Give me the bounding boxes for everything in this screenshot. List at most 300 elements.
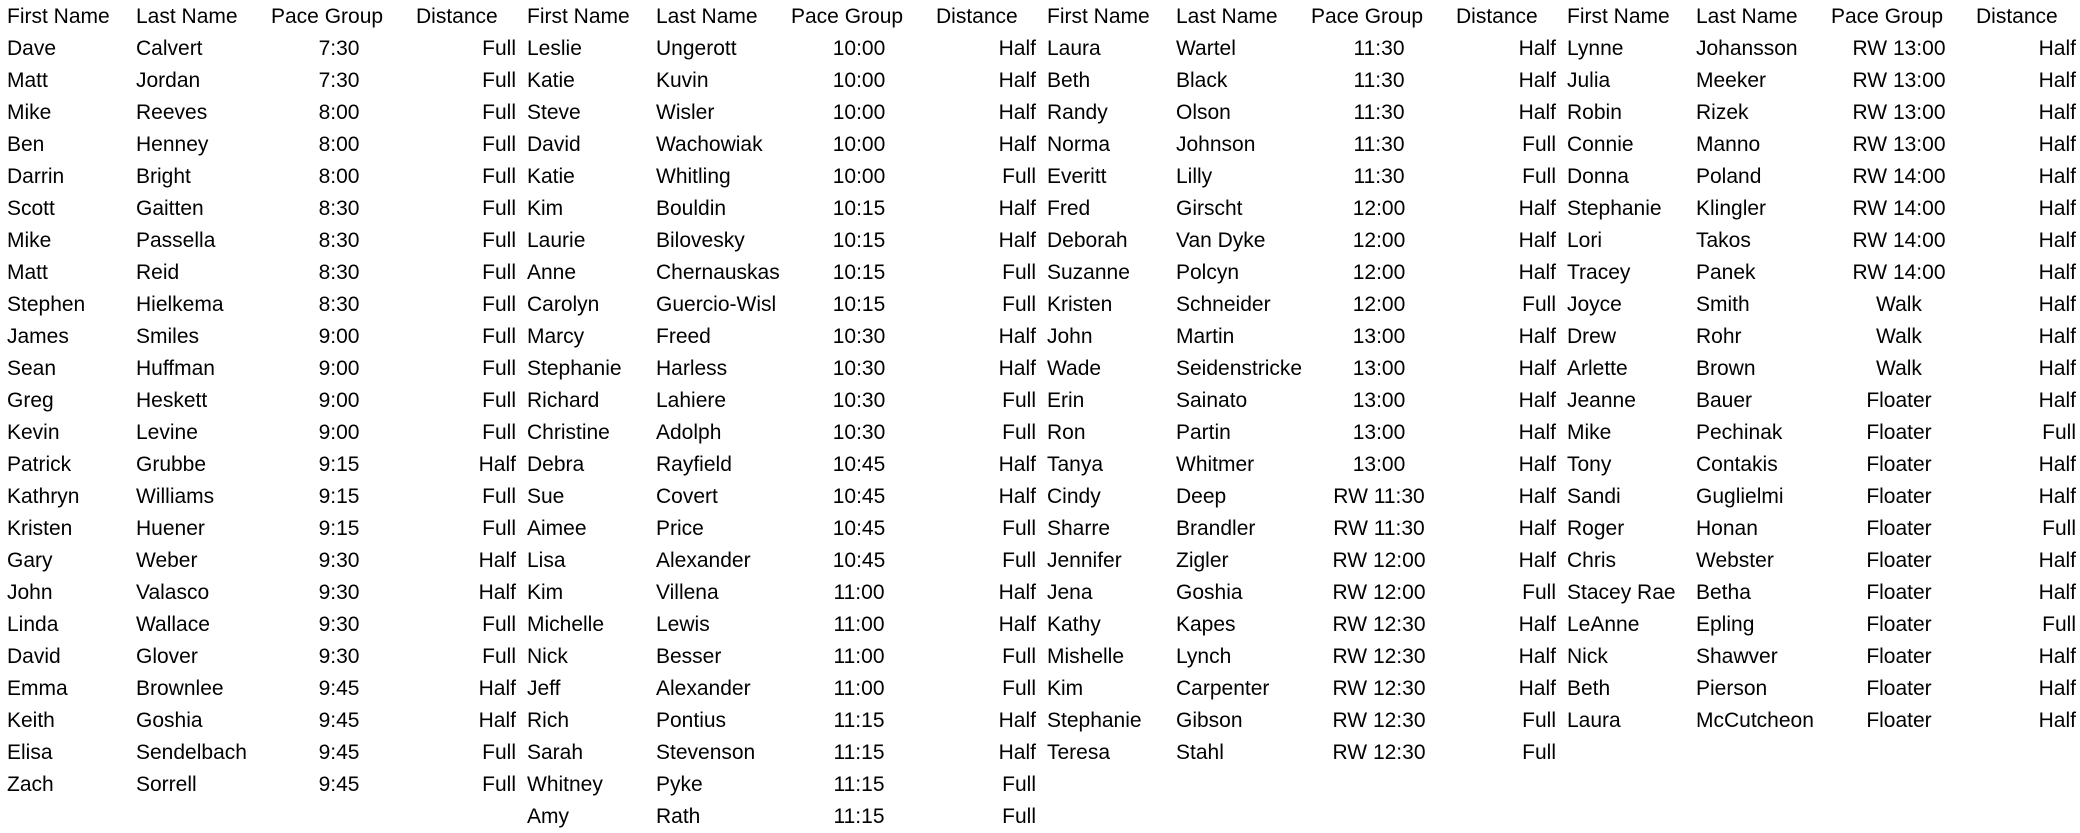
cell-first-name[interactable]: Jeff [527, 677, 561, 700]
cell-distance[interactable]: Half [2038, 709, 2076, 732]
cell-last-name[interactable]: Panek [1696, 261, 1756, 284]
cell-first-name[interactable]: Laurie [527, 229, 586, 252]
cell-pace-group[interactable]: 8:30 [318, 197, 360, 220]
cell-pace-group[interactable]: 12:00 [1352, 229, 1406, 252]
cell-last-name[interactable]: Takos [1696, 229, 1751, 252]
cell-last-name[interactable]: Black [1176, 69, 1228, 92]
cell-first-name[interactable]: Jeanne [1567, 389, 1636, 412]
cell-pace-group[interactable]: 10:00 [832, 133, 886, 156]
cell-last-name[interactable]: Carpenter [1176, 677, 1270, 700]
cell-distance[interactable]: Full [482, 101, 516, 124]
cell-distance[interactable]: Half [2038, 133, 2076, 156]
cell-first-name[interactable]: Stephen [7, 293, 86, 316]
cell-pace-group[interactable]: 10:00 [832, 37, 886, 60]
cell-first-name[interactable]: Drew [1567, 325, 1617, 348]
cell-last-name[interactable]: Guglielmi [1696, 485, 1784, 508]
cell-first-name[interactable]: John [7, 581, 53, 604]
cell-distance[interactable]: Half [998, 229, 1036, 252]
cell-last-name[interactable]: Pierson [1696, 677, 1768, 700]
cell-distance[interactable]: Half [998, 485, 1036, 508]
cell-distance[interactable]: Full [1002, 549, 1036, 572]
header-pace-group[interactable]: Pace Group [1831, 5, 1944, 28]
cell-pace-group[interactable]: 10:30 [832, 421, 886, 444]
cell-distance[interactable]: Full [482, 261, 516, 284]
cell-distance[interactable]: Half [2038, 165, 2076, 188]
cell-last-name[interactable]: Chernauskas [656, 261, 780, 284]
cell-first-name[interactable]: Leslie [527, 37, 582, 60]
cell-distance[interactable]: Full [482, 357, 516, 380]
cell-first-name[interactable]: David [7, 645, 61, 668]
cell-pace-group[interactable]: 10:15 [832, 293, 886, 316]
cell-pace-group[interactable]: 10:30 [832, 357, 886, 380]
cell-distance[interactable]: Full [1002, 421, 1036, 444]
cell-distance[interactable]: Half [1518, 229, 1556, 252]
cell-first-name[interactable]: LeAnne [1567, 613, 1640, 636]
cell-distance[interactable]: Half [1518, 645, 1556, 668]
cell-first-name[interactable]: Ron [1047, 421, 1086, 444]
cell-first-name[interactable]: Julia [1567, 69, 1611, 92]
cell-first-name[interactable]: Greg [7, 389, 54, 412]
cell-distance[interactable]: Full [1522, 133, 1556, 156]
cell-pace-group[interactable]: 11:30 [1353, 101, 1405, 124]
cell-distance[interactable]: Full [1522, 709, 1556, 732]
cell-last-name[interactable]: Martin [1176, 325, 1235, 348]
cell-first-name[interactable]: Beth [1047, 69, 1091, 92]
cell-first-name[interactable]: Sandi [1567, 485, 1621, 508]
cell-distance[interactable]: Full [1002, 261, 1036, 284]
cell-pace-group[interactable]: 13:00 [1352, 421, 1406, 444]
cell-pace-group[interactable]: 9:30 [318, 549, 360, 572]
cell-pace-group[interactable]: 10:45 [832, 453, 886, 476]
cell-distance[interactable]: Full [482, 293, 516, 316]
cell-last-name[interactable]: Seidenstricke [1176, 357, 1303, 380]
cell-pace-group[interactable]: 10:30 [832, 389, 886, 412]
cell-last-name[interactable]: Passella [136, 229, 216, 252]
cell-last-name[interactable]: Wisler [656, 101, 715, 124]
cell-distance[interactable]: Full [482, 421, 516, 444]
cell-first-name[interactable]: Lisa [527, 549, 566, 572]
cell-first-name[interactable]: Teresa [1047, 741, 1111, 764]
cell-pace-group[interactable]: 9:45 [318, 677, 360, 700]
cell-first-name[interactable]: Richard [527, 389, 600, 412]
cell-pace-group[interactable]: 10:45 [832, 549, 886, 572]
cell-pace-group[interactable]: RW 12:30 [1332, 677, 1426, 700]
cell-first-name[interactable]: Stephanie [1047, 709, 1142, 732]
cell-distance[interactable]: Half [478, 453, 516, 476]
cell-distance[interactable]: Full [1522, 165, 1556, 188]
cell-pace-group[interactable]: 10:45 [832, 485, 886, 508]
cell-first-name[interactable]: Gary [7, 549, 53, 572]
cell-last-name[interactable]: Bouldin [656, 197, 727, 220]
cell-first-name[interactable]: Scott [7, 197, 55, 220]
cell-first-name[interactable]: Jena [1047, 581, 1093, 604]
cell-last-name[interactable]: Olson [1176, 101, 1231, 124]
cell-first-name[interactable]: Sean [7, 357, 57, 380]
cell-pace-group[interactable]: 11:30 [1353, 165, 1405, 188]
cell-distance[interactable]: Half [2038, 325, 2076, 348]
cell-first-name[interactable]: Stacey Rae [1567, 581, 1676, 604]
cell-distance[interactable]: Half [998, 197, 1036, 220]
cell-last-name[interactable]: McCutcheon [1696, 709, 1814, 732]
cell-distance[interactable]: Full [482, 37, 516, 60]
cell-last-name[interactable]: Smiles [136, 325, 200, 348]
cell-first-name[interactable]: Patrick [7, 453, 72, 476]
cell-distance[interactable]: Full [482, 389, 516, 412]
cell-distance[interactable]: Half [998, 709, 1036, 732]
cell-first-name[interactable]: Sharre [1047, 517, 1111, 540]
cell-first-name[interactable]: Katie [527, 165, 575, 188]
cell-last-name[interactable]: Weber [136, 549, 198, 572]
cell-pace-group[interactable]: RW 14:00 [1852, 229, 1946, 252]
cell-first-name[interactable]: Debra [527, 453, 585, 476]
cell-last-name[interactable]: Pontius [656, 709, 727, 732]
cell-distance[interactable]: Full [482, 69, 516, 92]
cell-first-name[interactable]: Keith [7, 709, 55, 732]
cell-pace-group[interactable]: 11:00 [833, 581, 885, 604]
cell-last-name[interactable]: Valasco [136, 581, 210, 604]
cell-last-name[interactable]: Kapes [1176, 613, 1236, 636]
cell-last-name[interactable]: Manno [1696, 133, 1761, 156]
cell-first-name[interactable]: Laura [1567, 709, 1621, 732]
cell-distance[interactable]: Half [1518, 549, 1556, 572]
cell-pace-group[interactable]: 9:30 [318, 613, 360, 636]
cell-distance[interactable]: Full [1002, 773, 1036, 796]
cell-last-name[interactable]: Calvert [136, 37, 203, 60]
cell-pace-group[interactable]: 11:15 [833, 805, 885, 828]
cell-first-name[interactable]: Katie [527, 69, 575, 92]
cell-pace-group[interactable]: 8:30 [318, 261, 360, 284]
cell-distance[interactable]: Full [1002, 389, 1036, 412]
cell-first-name[interactable]: Deborah [1047, 229, 1128, 252]
header-distance[interactable]: Distance [936, 5, 1018, 28]
cell-pace-group[interactable]: 8:00 [318, 165, 360, 188]
cell-first-name[interactable]: Randy [1047, 101, 1108, 124]
cell-last-name[interactable]: Gibson [1176, 709, 1243, 732]
cell-distance[interactable]: Half [998, 741, 1036, 764]
header-pace-group[interactable]: Pace Group [791, 5, 904, 28]
cell-pace-group[interactable]: 8:30 [318, 293, 360, 316]
cell-pace-group[interactable]: RW 14:00 [1852, 197, 1946, 220]
cell-last-name[interactable]: Huffman [136, 357, 215, 380]
cell-first-name[interactable]: Kristen [7, 517, 73, 540]
cell-first-name[interactable]: Linda [7, 613, 59, 636]
cell-last-name[interactable]: Rayfield [656, 453, 732, 476]
cell-distance[interactable]: Full [1002, 645, 1036, 668]
cell-last-name[interactable]: Lynch [1176, 645, 1232, 668]
cell-distance[interactable]: Half [478, 677, 516, 700]
cell-last-name[interactable]: Williams [136, 485, 215, 508]
cell-distance[interactable]: Full [482, 325, 516, 348]
cell-last-name[interactable]: Whitmer [1176, 453, 1255, 476]
cell-distance[interactable]: Half [1518, 389, 1556, 412]
cell-first-name[interactable]: Kim [527, 197, 564, 220]
cell-distance[interactable]: Half [998, 453, 1036, 476]
cell-pace-group[interactable]: RW 12:00 [1332, 581, 1426, 604]
cell-first-name[interactable]: Sarah [527, 741, 584, 764]
cell-distance[interactable]: Full [1002, 805, 1036, 828]
cell-first-name[interactable]: Michelle [527, 613, 605, 636]
cell-pace-group[interactable]: 9:00 [318, 421, 360, 444]
cell-first-name[interactable]: Anne [527, 261, 577, 284]
cell-last-name[interactable]: Covert [656, 485, 718, 508]
cell-distance[interactable]: Half [998, 581, 1036, 604]
cell-pace-group[interactable]: 9:00 [318, 357, 360, 380]
cell-first-name[interactable]: Suzanne [1047, 261, 1130, 284]
cell-first-name[interactable]: Mike [1567, 421, 1612, 444]
cell-first-name[interactable]: Mike [7, 229, 52, 252]
cell-last-name[interactable]: Lilly [1176, 165, 1213, 188]
cell-pace-group[interactable]: 9:45 [318, 741, 360, 764]
cell-pace-group[interactable]: 10:00 [832, 69, 886, 92]
cell-last-name[interactable]: Bauer [1696, 389, 1753, 412]
cell-first-name[interactable]: Marcy [527, 325, 585, 348]
header-first-name[interactable]: First Name [527, 5, 630, 28]
cell-last-name[interactable]: Pechinak [1696, 421, 1783, 444]
cell-first-name[interactable]: Cindy [1047, 485, 1101, 508]
cell-first-name[interactable]: Mike [7, 101, 52, 124]
cell-distance[interactable]: Half [1518, 453, 1556, 476]
cell-distance[interactable]: Half [2038, 293, 2076, 316]
cell-distance[interactable]: Full [1522, 581, 1556, 604]
cell-distance[interactable]: Half [2038, 229, 2076, 252]
cell-last-name[interactable]: Johnson [1176, 133, 1256, 156]
cell-last-name[interactable]: Brandler [1176, 517, 1256, 540]
cell-pace-group[interactable]: RW 12:00 [1332, 549, 1426, 572]
cell-pace-group[interactable]: Floater [1866, 613, 1932, 636]
cell-distance[interactable]: Full [482, 517, 516, 540]
cell-distance[interactable]: Full [1522, 293, 1556, 316]
cell-pace-group[interactable]: 8:00 [318, 101, 360, 124]
cell-distance[interactable]: Half [2038, 645, 2076, 668]
cell-pace-group[interactable]: Floater [1866, 517, 1932, 540]
cell-pace-group[interactable]: RW 13:00 [1852, 133, 1946, 156]
cell-first-name[interactable]: Nick [1567, 645, 1608, 668]
cell-pace-group[interactable]: 9:00 [318, 389, 360, 412]
cell-distance[interactable]: Full [482, 773, 516, 796]
cell-last-name[interactable]: Hielkema [136, 293, 224, 316]
cell-pace-group[interactable]: RW 12:30 [1332, 741, 1426, 764]
cell-first-name[interactable]: Beth [1567, 677, 1611, 700]
cell-first-name[interactable]: Carolyn [527, 293, 600, 316]
cell-pace-group[interactable]: 10:45 [832, 517, 886, 540]
cell-distance[interactable]: Half [998, 69, 1036, 92]
cell-last-name[interactable]: Poland [1696, 165, 1762, 188]
cell-distance[interactable]: Half [2038, 453, 2076, 476]
cell-distance[interactable]: Half [1518, 613, 1556, 636]
cell-distance[interactable]: Half [998, 325, 1036, 348]
cell-pace-group[interactable]: 9:45 [318, 709, 360, 732]
cell-pace-group[interactable]: Floater [1866, 485, 1932, 508]
cell-pace-group[interactable]: Floater [1866, 581, 1932, 604]
cell-pace-group[interactable]: Floater [1866, 645, 1932, 668]
cell-pace-group[interactable]: RW 14:00 [1852, 261, 1946, 284]
cell-last-name[interactable]: Rizek [1696, 101, 1749, 124]
cell-pace-group[interactable]: RW 12:30 [1332, 709, 1426, 732]
cell-pace-group[interactable]: 9:45 [318, 773, 360, 796]
cell-pace-group[interactable]: 10:15 [832, 197, 886, 220]
header-first-name[interactable]: First Name [7, 5, 110, 28]
cell-last-name[interactable]: Brown [1696, 357, 1756, 380]
cell-distance[interactable]: Half [1518, 357, 1556, 380]
cell-last-name[interactable]: Adolph [656, 421, 722, 444]
cell-pace-group[interactable]: 11:00 [833, 677, 885, 700]
cell-distance[interactable]: Half [1518, 485, 1556, 508]
cell-pace-group[interactable]: 13:00 [1352, 453, 1406, 476]
cell-pace-group[interactable]: Floater [1866, 453, 1932, 476]
cell-distance[interactable]: Half [2038, 357, 2076, 380]
cell-pace-group[interactable]: 11:15 [833, 741, 885, 764]
cell-distance[interactable]: Half [2038, 389, 2076, 412]
cell-pace-group[interactable]: 10:00 [832, 101, 886, 124]
cell-last-name[interactable]: Deep [1176, 485, 1227, 508]
cell-distance[interactable]: Half [998, 357, 1036, 380]
cell-pace-group[interactable]: 13:00 [1352, 325, 1406, 348]
cell-distance[interactable]: Half [2038, 69, 2076, 92]
cell-first-name[interactable]: Lori [1567, 229, 1603, 252]
cell-first-name[interactable]: Tony [1567, 453, 1612, 476]
cell-distance[interactable]: Full [482, 229, 516, 252]
cell-first-name[interactable]: Kim [527, 581, 564, 604]
cell-last-name[interactable]: Johansson [1696, 37, 1798, 60]
cell-last-name[interactable]: Glover [136, 645, 198, 668]
cell-distance[interactable]: Full [482, 485, 516, 508]
cell-distance[interactable]: Full [2042, 613, 2076, 636]
cell-pace-group[interactable]: 9:15 [318, 485, 360, 508]
cell-pace-group[interactable]: Walk [1876, 293, 1922, 316]
cell-distance[interactable]: Half [2038, 101, 2076, 124]
cell-last-name[interactable]: Zigler [1176, 549, 1229, 572]
cell-last-name[interactable]: Girscht [1176, 197, 1243, 220]
cell-last-name[interactable]: Pyke [656, 773, 703, 796]
cell-last-name[interactable]: Wachowiak [656, 133, 763, 156]
cell-first-name[interactable]: Lynne [1567, 37, 1624, 60]
cell-distance[interactable]: Full [482, 741, 516, 764]
cell-pace-group[interactable]: RW 13:00 [1852, 101, 1946, 124]
cell-first-name[interactable]: Aimee [527, 517, 587, 540]
cell-first-name[interactable]: Whitney [527, 773, 603, 796]
cell-pace-group[interactable]: Floater [1866, 421, 1932, 444]
cell-first-name[interactable]: Arlette [1567, 357, 1628, 380]
cell-pace-group[interactable]: 9:30 [318, 645, 360, 668]
cell-pace-group[interactable]: 7:30 [318, 69, 360, 92]
cell-first-name[interactable]: Norma [1047, 133, 1111, 156]
cell-last-name[interactable]: Smith [1696, 293, 1750, 316]
cell-first-name[interactable]: Mishelle [1047, 645, 1125, 668]
cell-last-name[interactable]: Villena [656, 581, 719, 604]
cell-first-name[interactable]: Emma [7, 677, 68, 700]
cell-last-name[interactable]: Price [656, 517, 704, 540]
cell-first-name[interactable]: John [1047, 325, 1093, 348]
cell-pace-group[interactable]: 10:30 [832, 325, 886, 348]
cell-first-name[interactable]: Stephanie [1567, 197, 1662, 220]
cell-distance[interactable]: Half [478, 549, 516, 572]
cell-distance[interactable]: Half [1518, 421, 1556, 444]
cell-last-name[interactable]: Lewis [656, 613, 710, 636]
cell-pace-group[interactable]: 11:15 [833, 709, 885, 732]
cell-first-name[interactable]: Zach [7, 773, 54, 796]
cell-last-name[interactable]: Partin [1176, 421, 1231, 444]
cell-last-name[interactable]: Betha [1696, 581, 1751, 604]
cell-last-name[interactable]: Van Dyke [1176, 229, 1266, 252]
cell-pace-group[interactable]: Walk [1876, 325, 1922, 348]
cell-pace-group[interactable]: Floater [1866, 677, 1932, 700]
cell-distance[interactable]: Half [998, 101, 1036, 124]
cell-last-name[interactable]: Levine [136, 421, 198, 444]
cell-first-name[interactable]: Elisa [7, 741, 53, 764]
cell-last-name[interactable]: Ungerott [656, 37, 737, 60]
header-distance[interactable]: Distance [416, 5, 498, 28]
cell-distance[interactable]: Half [998, 613, 1036, 636]
cell-distance[interactable]: Half [2038, 677, 2076, 700]
cell-first-name[interactable]: Kathryn [7, 485, 80, 508]
cell-pace-group[interactable]: RW 11:30 [1333, 517, 1425, 540]
cell-pace-group[interactable]: 11:00 [833, 645, 885, 668]
header-first-name[interactable]: First Name [1047, 5, 1150, 28]
cell-last-name[interactable]: Honan [1696, 517, 1758, 540]
cell-pace-group[interactable]: 10:15 [832, 261, 886, 284]
cell-distance[interactable]: Half [1518, 517, 1556, 540]
cell-pace-group[interactable]: 11:30 [1353, 133, 1405, 156]
cell-distance[interactable]: Half [478, 709, 516, 732]
cell-first-name[interactable]: Kathy [1047, 613, 1101, 636]
cell-distance[interactable]: Half [2038, 485, 2076, 508]
cell-first-name[interactable]: Dave [7, 37, 57, 60]
cell-first-name[interactable]: Rich [527, 709, 570, 732]
cell-last-name[interactable]: Contakis [1696, 453, 1778, 476]
cell-pace-group[interactable]: 9:00 [318, 325, 360, 348]
cell-first-name[interactable]: Wade [1047, 357, 1102, 380]
cell-distance[interactable]: Full [2042, 517, 2076, 540]
cell-last-name[interactable]: Wartel [1176, 37, 1236, 60]
cell-last-name[interactable]: Harless [656, 357, 728, 380]
cell-pace-group[interactable]: RW 11:30 [1333, 485, 1425, 508]
cell-first-name[interactable]: Jennifer [1047, 549, 1122, 572]
cell-first-name[interactable]: Tanya [1047, 453, 1104, 476]
cell-pace-group[interactable]: 12:00 [1352, 261, 1406, 284]
cell-distance[interactable]: Half [2038, 197, 2076, 220]
cell-first-name[interactable]: Matt [7, 261, 48, 284]
header-first-name[interactable]: First Name [1567, 5, 1670, 28]
cell-last-name[interactable]: Besser [656, 645, 722, 668]
cell-last-name[interactable]: Sainato [1176, 389, 1248, 412]
cell-last-name[interactable]: Goshia [1176, 581, 1243, 604]
cell-pace-group[interactable]: 13:00 [1352, 357, 1406, 380]
cell-pace-group[interactable]: 13:00 [1352, 389, 1406, 412]
cell-last-name[interactable]: Bright [136, 165, 191, 188]
cell-first-name[interactable]: James [7, 325, 69, 348]
cell-distance[interactable]: Full [482, 645, 516, 668]
cell-first-name[interactable]: Everitt [1047, 165, 1107, 188]
cell-last-name[interactable]: Klingler [1696, 197, 1767, 220]
cell-distance[interactable]: Full [482, 165, 516, 188]
cell-first-name[interactable]: Darrin [7, 165, 65, 188]
cell-pace-group[interactable]: 9:15 [318, 453, 360, 476]
cell-last-name[interactable]: Guercio-Wisl [656, 293, 777, 316]
cell-last-name[interactable]: Lahiere [656, 389, 727, 412]
cell-last-name[interactable]: Alexander [656, 549, 751, 572]
cell-distance[interactable]: Half [1518, 197, 1556, 220]
cell-pace-group[interactable]: RW 12:30 [1332, 645, 1426, 668]
cell-distance[interactable]: Half [1518, 677, 1556, 700]
cell-last-name[interactable]: Goshia [136, 709, 203, 732]
cell-distance[interactable]: Full [2042, 421, 2076, 444]
cell-last-name[interactable]: Shawver [1696, 645, 1778, 668]
cell-distance[interactable]: Half [2038, 261, 2076, 284]
cell-last-name[interactable]: Meeker [1696, 69, 1767, 92]
cell-pace-group[interactable]: 8:00 [318, 133, 360, 156]
cell-pace-group[interactable]: Floater [1866, 549, 1932, 572]
cell-first-name[interactable]: Kim [1047, 677, 1084, 700]
